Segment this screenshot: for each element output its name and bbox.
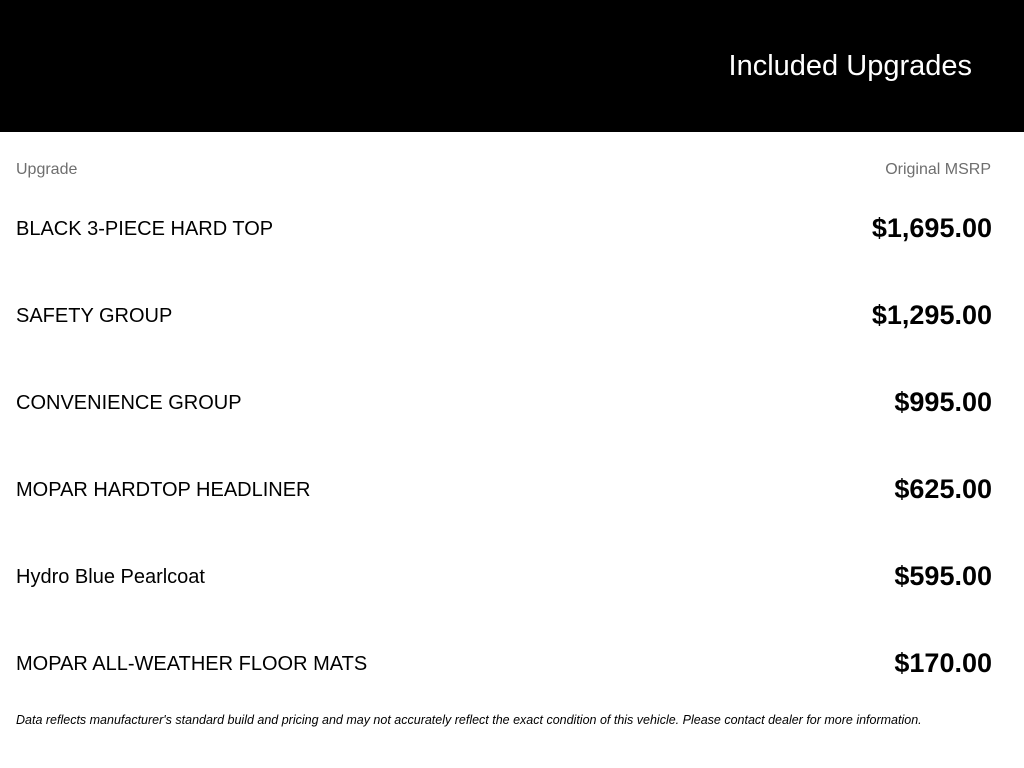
upgrade-price: $1,295.00 (871, 300, 992, 330)
column-header-upgrade: Upgrade (16, 161, 78, 178)
upgrade-row (0, 635, 1024, 722)
upgrade-row (0, 200, 1024, 287)
upgrade-price: $170.00 (894, 648, 992, 678)
upgrade-row (0, 374, 1024, 461)
page-title: Included Upgrades (728, 50, 972, 82)
upgrade-price: $595.00 (894, 561, 992, 591)
header-bar (0, 0, 1024, 132)
upgrade-row (0, 548, 1024, 635)
upgrade-row (0, 287, 1024, 374)
upgrade-list (0, 200, 1024, 722)
upgrade-name: CONVENIENCE GROUP (16, 392, 242, 414)
upgrade-name: MOPAR HARDTOP HEADLINER (16, 479, 311, 501)
upgrade-name: Hydro Blue Pearlcoat (16, 566, 205, 588)
upgrade-name: SAFETY GROUP (16, 305, 173, 327)
column-header-msrp: Original MSRP (885, 161, 991, 178)
upgrade-price: $625.00 (894, 474, 992, 504)
upgrade-name: MOPAR ALL-WEATHER FLOOR MATS (16, 653, 368, 675)
upgrade-name: BLACK 3-PIECE HARD TOP (16, 218, 274, 240)
upgrade-price: $995.00 (894, 387, 992, 417)
disclaimer-text: Data reflects manufacturer's standard build and pricing and may not accurately reflect the exact condition of this vehicle. Please contact dealer for more information. (16, 713, 922, 727)
upgrade-price: $1,695.00 (871, 213, 992, 243)
upgrade-row (0, 461, 1024, 548)
